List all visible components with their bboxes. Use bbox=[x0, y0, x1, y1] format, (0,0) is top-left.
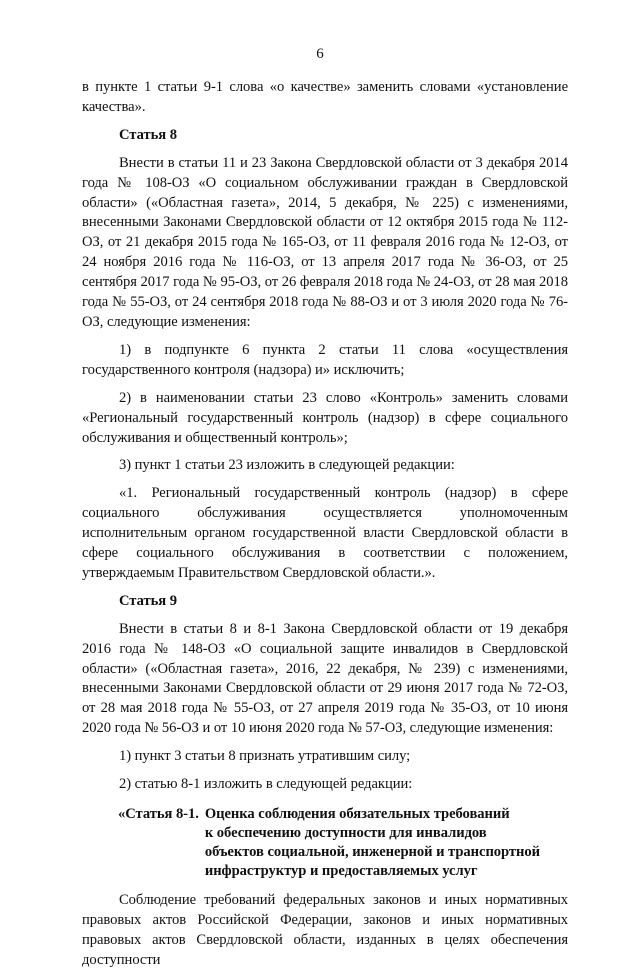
paragraph-item-1: 1) в подпункте 6 пункта 2 статьи 11 слова «осуществления государственного контроля (надзора) и» исключить; bbox=[82, 341, 568, 378]
paragraph-article-9-intro: Внести в статьи 8 и 8-1 Закона Свердловской области от 19 декабря 2016 года № 148-ОЗ «О социальной защите инвалидов в Свердловской области» («Областная газета», 2016, 22 декабря, № 239) с изменениями, внесенными Законами Свердловской области от 29 июня 2017 года № 72-ОЗ, от 28 мая 2018 года № 55-ОЗ, от 27 апреля 2019 года № 35-ОЗ, от 10 июня 2020 года № 56-ОЗ и от 10 июня 2020 года № 57-ОЗ, следующие изменения: bbox=[82, 620, 568, 737]
paragraph-item-2: 2) в наименовании статьи 23 слово «Контроль» заменить словами «Региональный государственный контроль (надзор) в сфере социального обслуживания и общественный контроль»; bbox=[82, 389, 568, 446]
article-8-1-number: «Статья 8-1. bbox=[118, 806, 199, 822]
paragraph-article-8-1-body: Соблюдение требований федеральных законов и иных нормативных правовых актов Российской Федерации, законов и иных нормативных правовых актов Свердловской области, изданных в целях обеспечения доступности bbox=[82, 892, 568, 968]
paragraph-quoted-clause: «1. Региональный государственный контроль (надзор) в сфере социального обслуживания осуществляется уполномоченным исполнительным органом государственной власти Свердловской области в сфере социального обслуживания в соответствии с положением, утверждаемым Правительством Свердловской области.». bbox=[82, 485, 568, 581]
page-number: 6 bbox=[316, 46, 324, 62]
article-title-line: к обеспечению доступности для инвалидов bbox=[204, 825, 487, 841]
article-title-line: Оценка соблюдения обязательных требований bbox=[204, 806, 510, 822]
paragraph-amendment-end: в пункте 1 статьи 9-1 слова «о качестве» заменить словами «установление качества». bbox=[82, 79, 568, 115]
article-title-line: объектов социальной, инженерной и транспортной bbox=[204, 844, 541, 860]
heading-article-9: Статья 9 bbox=[119, 592, 177, 609]
paragraph-item-2-art9: 2) статью 8-1 изложить в следующей редакции: bbox=[119, 776, 413, 793]
document-body bbox=[82, 78, 568, 971]
paragraph-item-1-art9: 1) пункт 3 статьи 8 признать утратившим силу; bbox=[119, 748, 411, 765]
article-8-1-title bbox=[118, 805, 568, 881]
paragraph-item-3: 3) пункт 1 статьи 23 изложить в следующей редакции: bbox=[119, 457, 455, 474]
article-title-line: инфраструктур и предоставляемых услуг bbox=[204, 863, 478, 879]
heading-article-8: Статья 8 bbox=[119, 126, 177, 143]
paragraph-article-8-intro: Внести в статьи 11 и 23 Закона Свердловской области от 3 декабря 2014 года № 108-ОЗ «О социальном обслуживании граждан в Свердловской области» («Областная газета», 2014, 5 декабря, № 225) с изменениями, внесенными Законами Свердловской области от 12 октября 2015 года № 112-ОЗ, от 21 декабря 2015 года № 165-ОЗ, от 11 февраля 2016 года № 12-ОЗ, от 24 ноября 2016 года № 116-ОЗ, от 13 апреля 2017 года № 36-ОЗ, от 25 сентября 2017 года № 95-ОЗ, от 26 февраля 2018 года № 24-ОЗ, от 28 мая 2018 года № 55-ОЗ, от 24 сентября 2018 года № 88-ОЗ и от 3 июля 2020 года № 76-ОЗ, следующие изменения: bbox=[82, 154, 568, 330]
article-8-1-title-lines bbox=[199, 805, 540, 881]
